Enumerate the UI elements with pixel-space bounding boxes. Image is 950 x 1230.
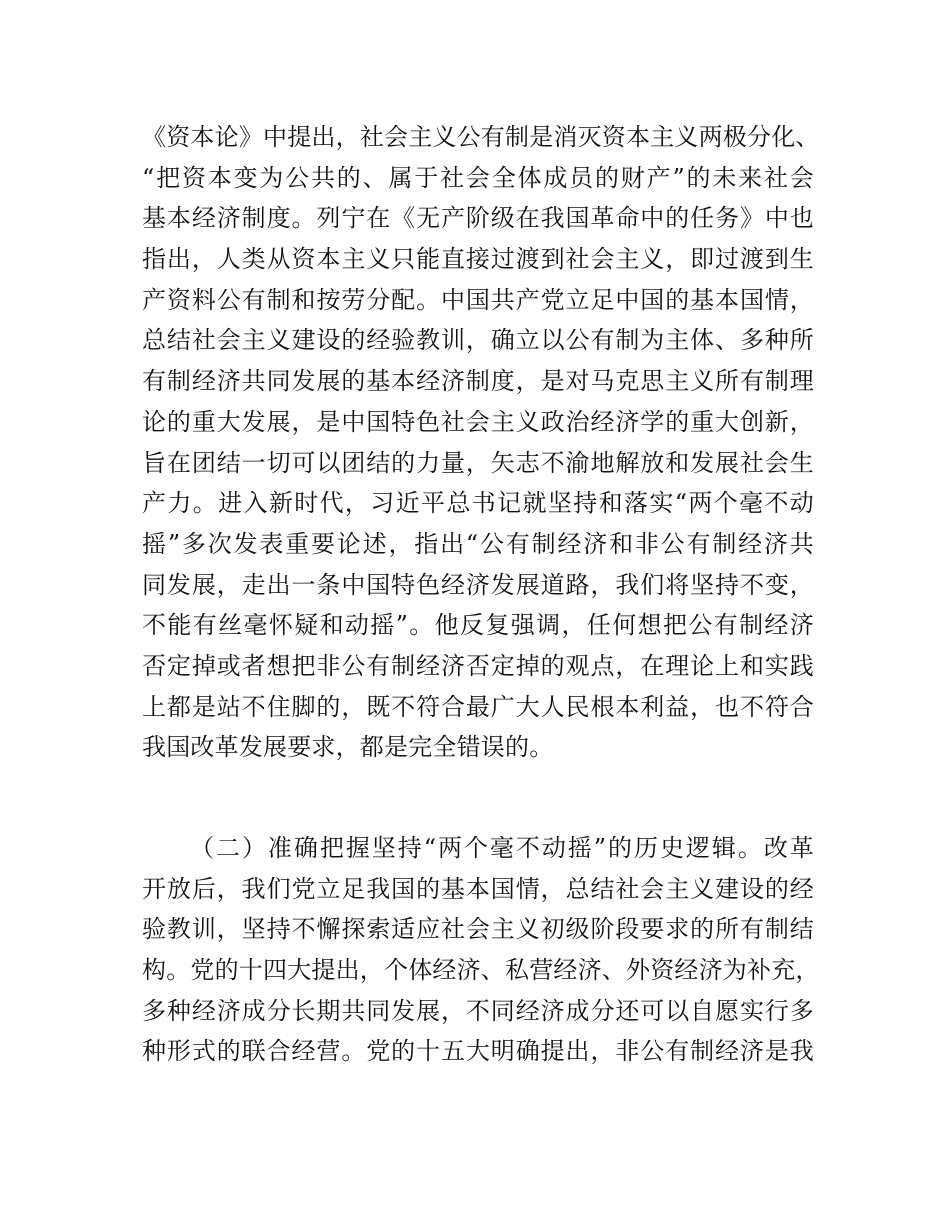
paragraph-1 [142, 117, 820, 768]
text-line: 开放后，我们党立足我国的基本国情，总结社会主义建设的经 [142, 874, 814, 903]
text-line: 旨在团结一切可以团结的力量，矢志不渝地解放和发展社会生 [142, 448, 814, 477]
paragraph-2 [142, 828, 820, 1072]
text-line: 验教训，坚持不懈探索适应社会主义初级阶段要求的所有制结 [142, 915, 814, 944]
text-line: 种形式的联合经营。党的十五大明确提出，非公有制经济是我 [142, 1037, 814, 1066]
text-line: 否定掉或者想把非公有制经济否定掉的观点，在理论上和实践 [142, 651, 814, 680]
text-line: 产力。进入新时代，习近平总书记就坚持和落实“两个毫不动 [142, 489, 814, 518]
text-line: 产资料公有制和按劳分配。中国共产党立足中国的基本国情， [142, 285, 814, 314]
text-line: 多种经济成分长期共同发展，不同经济成分还可以自愿实行多 [142, 996, 814, 1025]
text-line: 摇”多次发表重要论述，指出“公有制经济和非公有制经济共 [142, 529, 814, 558]
text-line: 不能有丝毫怀疑和动摇”。他反复强调，任何想把公有制经济 [142, 611, 814, 640]
text-line: 指出，人类从资本主义只能直接过渡到社会主义，即过渡到生 [142, 245, 814, 274]
text-line: “把资本变为公共的、属于社会全体成员的财产”的未来社会 [142, 163, 814, 192]
text-line: 同发展，走出一条中国特色经济发展道路，我们将坚持不变， [142, 570, 814, 599]
text-line: 论的重大发展，是中国特色社会主义政治经济学的重大创新， [142, 407, 814, 436]
text-line: 上都是站不住脚的，既不符合最广大人民根本利益，也不符合 [142, 692, 814, 721]
text-line: 基本经济制度。列宁在《无产阶级在我国革命中的任务》中也 [142, 204, 814, 233]
text-line: 有制经济共同发展的基本经济制度，是对马克思主义所有制理 [142, 367, 814, 396]
text-line: 《资本论》中提出，社会主义公有制是消灭资本主义两极分化、 [142, 123, 820, 151]
text-line: 构。党的十四大提出，个体经济、私营经济、外资经济为补充， [142, 956, 820, 985]
text-line-indented: （二）准确把握坚持“两个毫不动摇”的历史逻辑。改革 [190, 834, 814, 862]
text-line: 总结社会主义建设的经验教训，确立以公有制为主体、多种所 [142, 326, 814, 355]
text-line: 我国改革发展要求，都是完全错误的。 [142, 733, 554, 762]
